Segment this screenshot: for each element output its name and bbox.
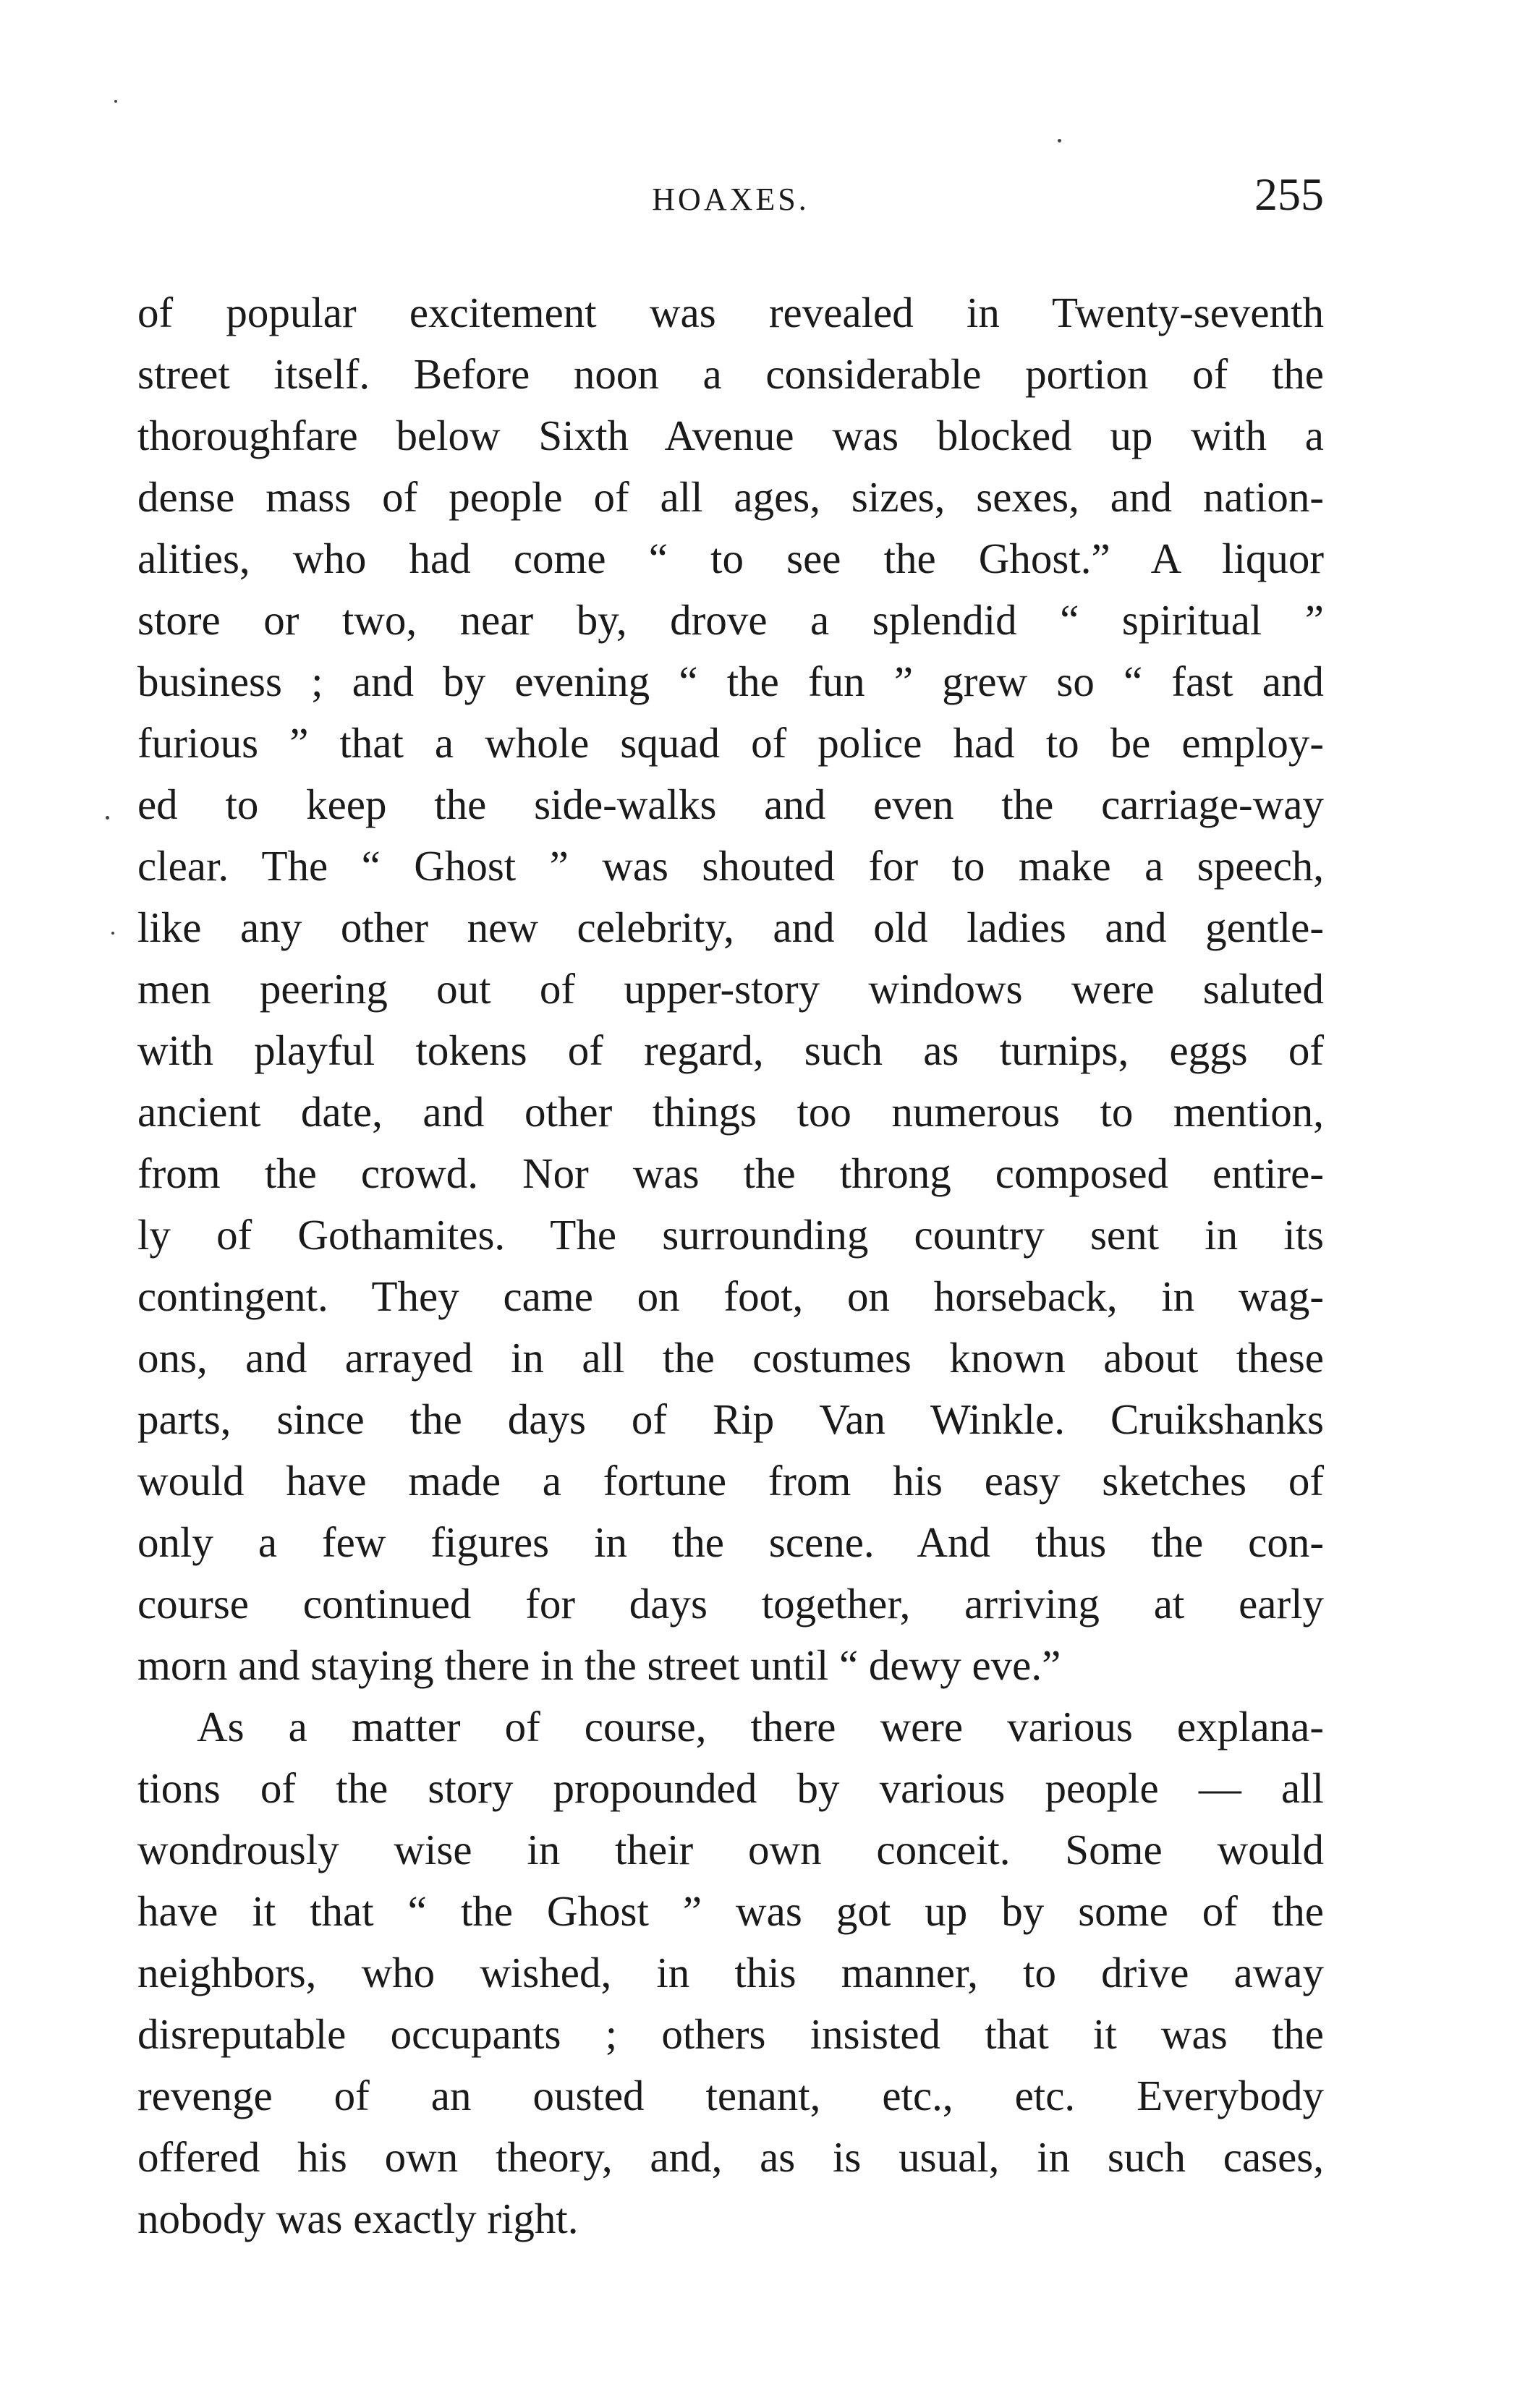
text-line: alities, who had come “ to see the Ghost.” A liquor	[137, 535, 1324, 582]
text-line: from the crowd. Nor was the throng composed entire-	[137, 1149, 1324, 1197]
paper-speck	[114, 100, 117, 103]
paper-speck	[106, 816, 109, 820]
running-head-title: HOAXES.	[652, 182, 810, 217]
running-head	[137, 168, 1324, 233]
text-line: ancient date, and other things too numerous to mention,	[137, 1088, 1324, 1136]
text-line: disreputable occupants ; others insisted that it was the	[137, 2010, 1324, 2058]
text-line: parts, since the days of Rip Van Winkle. Cruikshanks	[137, 1395, 1324, 1443]
text-line: thoroughfare below Sixth Avenue was blocked up with a	[137, 412, 1324, 459]
text-line: As a matter of course, there were various explana-	[197, 1703, 1324, 1750]
paragraph-2	[137, 1696, 1324, 2250]
text-line: street itself. Before noon a considerable portion of the	[137, 350, 1324, 398]
text-line: ly of Gothamites. The surrounding country sent in its	[137, 1211, 1324, 1259]
text-line: store or two, near by, drove a splendid “ spiritual ”	[137, 596, 1324, 644]
text-line: would have made a fortune from his easy sketches of	[137, 1457, 1324, 1505]
text-line: revenge of an ousted tenant, etc., etc. Everybody	[137, 2072, 1324, 2119]
text-line: of popular excitement was revealed in Twenty-seventh	[137, 289, 1324, 336]
text-line: clear. The “ Ghost ” was shouted for to make a speech,	[137, 842, 1324, 890]
text-line: course continued for days together, arriving at early	[137, 1580, 1324, 1628]
paragraph-1	[137, 282, 1324, 1696]
text-line: have it that “ the Ghost ” was got up by some of the	[137, 1887, 1324, 1935]
text-line: ed to keep the side-walks and even the carriage-way	[137, 780, 1324, 828]
page-number: 255	[1254, 169, 1324, 220]
text-line: morn and staying there in the street until “ dewy eve.”	[137, 1641, 1061, 1689]
text-line: ons, and arrayed in all the costumes known about these	[137, 1334, 1324, 1382]
text-line: offered his own theory, and, as is usual, in such cases,	[137, 2133, 1324, 2181]
text-line: contingent. They came on foot, on horseback, in wag-	[137, 1272, 1324, 1320]
paper-speck	[111, 932, 114, 935]
paper-speck	[1058, 139, 1061, 142]
text-line: wondrously wise in their own conceit. Some would	[137, 1826, 1324, 1873]
body-text	[137, 282, 1324, 2250]
text-line: business ; and by evening “ the fun ” grew so “ fast and	[137, 658, 1324, 705]
text-line: nobody was exactly right.	[137, 2195, 579, 2242]
text-line: dense mass of people of all ages, sizes, sexes, and nation-	[137, 473, 1324, 521]
text-line: men peering out of upper-story windows were saluted	[137, 965, 1324, 1013]
text-line: furious ” that a whole squad of police had to be employ-	[137, 719, 1324, 767]
text-line: like any other new celebrity, and old ladies and gentle-	[137, 903, 1324, 951]
text-line: only a few figures in the scene. And thus the con-	[137, 1518, 1324, 1566]
text-line: with playful tokens of regard, such as turnips, eggs of	[137, 1026, 1324, 1074]
text-line: neighbors, who wished, in this manner, to drive away	[137, 1949, 1324, 1996]
text-line: tions of the story propounded by various people — all	[137, 1764, 1324, 1812]
